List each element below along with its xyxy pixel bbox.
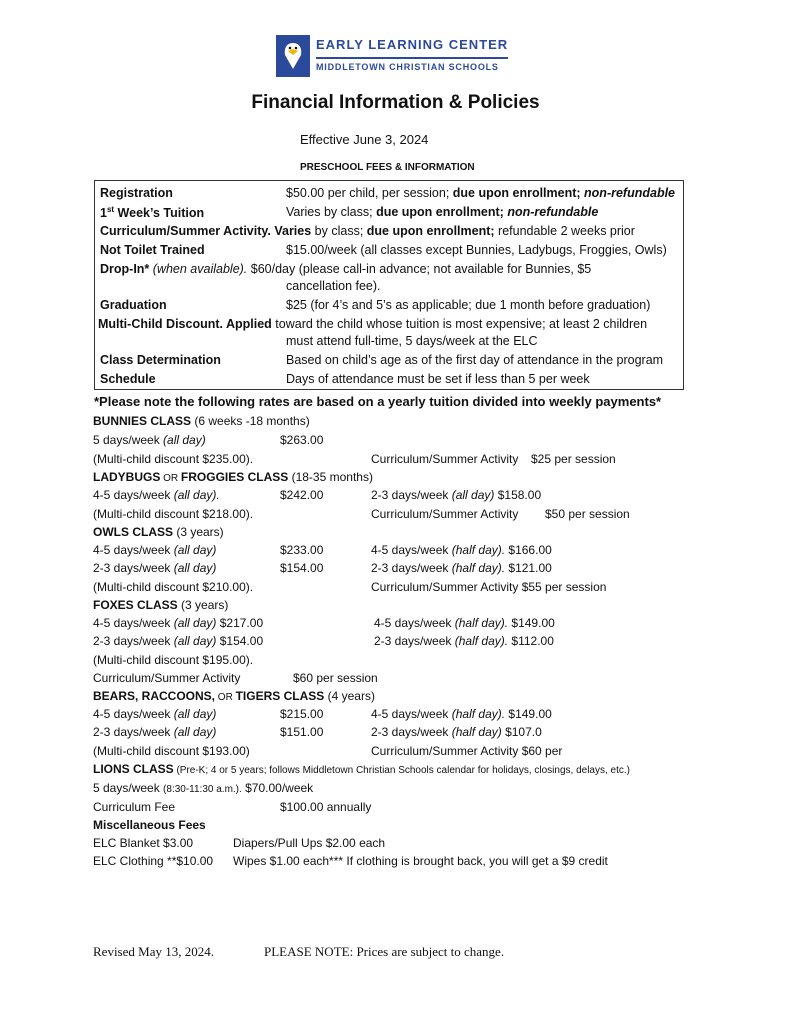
fee-label-first-week: 1st Week’s Tuition: [100, 205, 205, 221]
curriculum-line: Curriculum Fee: [93, 800, 176, 814]
logo-divider: [316, 57, 508, 59]
misc-item: ELC Clothing **$10.00: [93, 854, 214, 868]
fee-label-schedule: Schedule: [100, 372, 156, 386]
fee-row-curriculum: Curriculum/Summer Activity. Varies by class; due upon enrollment; refundable 2 weeks prior: [100, 224, 635, 238]
rate-line: 4-5 days/week (all day) $217.00: [93, 616, 264, 630]
rate-line: 4-5 days/week (all day): [93, 543, 217, 557]
discount-line: (Multi-child discount $195.00).: [93, 653, 254, 667]
rate-value: $215.00: [280, 707, 324, 721]
class-heading-lions: LIONS CLASS (Pre-K; 4 or 5 years; follows Middletown Christian Schools calendar for holidays, closings, delays, etc.): [93, 762, 630, 776]
rate-line: 4-5 days/week (half day). $166.00: [371, 543, 552, 557]
discount-line: (Multi-child discount $218.00).: [93, 507, 254, 521]
logo-line2: MIDDLETOWN CHRISTIAN SCHOOLS: [316, 62, 499, 72]
class-heading-bears: BEARS, RACCOONS, OR TIGERS CLASS (4 years): [93, 689, 375, 703]
fee-text-first-week: Varies by class; due upon enrollment; non-refundable: [286, 205, 599, 219]
rate-line: 2-3 days/week (all day) $158.00: [371, 488, 542, 502]
rate-line: 2-3 days/week (half day). $112.00: [374, 634, 554, 648]
eagle-shield-icon: [276, 35, 310, 77]
fee-row-dropin: Drop-In* (when available). $60/day (please call-in advance; not available for Bunnies, $5: [100, 262, 592, 276]
curriculum-value: $25 per session: [531, 452, 616, 466]
rate-line: 4-5 days/week (all day).: [93, 488, 220, 502]
logo-line1: EARLY LEARNING CENTER: [316, 37, 509, 52]
rate-value: $242.00: [280, 488, 324, 502]
fee-text-dropin-cont: cancellation fee).: [286, 279, 381, 293]
discount-line: (Multi-child discount $235.00).: [93, 452, 254, 466]
curriculum-value: $100.00 annually: [280, 800, 372, 814]
curriculum-value: $60 per session: [293, 671, 378, 685]
discount-line: (Multi-child discount $210.00).: [93, 580, 254, 594]
rate-line: 4-5 days/week (half day). $149.00: [371, 707, 552, 721]
misc-item: Diapers/Pull Ups $2.00 each: [233, 836, 386, 850]
fee-text-registration: $50.00 per child, per session; due upon enrollment; non-refundable: [286, 186, 675, 200]
page-title: Financial Information & Policies: [251, 92, 540, 113]
rate-value: $233.00: [280, 543, 324, 557]
rate-line: 2-3 days/week (all day): [93, 561, 217, 575]
footer-revised: Revised May 13, 2024.: [93, 944, 214, 959]
fee-text-schedule: Days of attendance must be set if less than 5 per week: [286, 372, 590, 386]
fee-label-toilet: Not Toilet Trained: [100, 243, 205, 257]
class-heading-owls: OWLS CLASS (3 years): [93, 525, 224, 539]
fee-label-graduation: Graduation: [100, 298, 167, 312]
misc-item: ELC Blanket $3.00: [93, 836, 194, 850]
fee-label-registration: Registration: [100, 186, 173, 200]
rate-line: 2-3 days/week (half day). $121.00: [371, 561, 552, 575]
rate-line: 2-3 days/week (all day) $154.00: [93, 634, 264, 648]
elc-logo: [276, 35, 508, 77]
fee-text-graduation: $25 (for 4’s and 5’s as applicable; due 1 month before graduation): [286, 298, 651, 312]
rate-value: $151.00: [280, 725, 324, 739]
fee-label-class-determination: Class Determination: [100, 353, 221, 367]
class-heading-ladybugs: LADYBUGS OR FROGGIES CLASS (18-35 months): [93, 470, 373, 484]
curriculum-line: Curriculum/Summer Activity $55 per session: [371, 580, 607, 594]
discount-line: (Multi-child discount $193.00): [93, 744, 250, 758]
curriculum-value: $50 per session: [545, 507, 630, 521]
misc-heading: Miscellaneous Fees: [93, 818, 206, 832]
rate-line: 2-3 days/week (all day): [93, 725, 217, 739]
rate-line: 4-5 days/week (all day): [93, 707, 217, 721]
rate-line: 2-3 days/week (half day) $107.0: [371, 725, 542, 739]
fee-text-toilet: $15.00/week (all classes except Bunnies, Ladybugs, Froggies, Owls): [286, 243, 667, 257]
class-heading-bunnies: BUNNIES CLASS (6 weeks -18 months): [93, 414, 310, 428]
rate-value: $263.00: [280, 433, 324, 447]
rate-line: 5 days/week (all day): [93, 433, 206, 447]
fee-text-multichild-cont: must attend full-time, 5 days/week at the ELC: [286, 334, 538, 348]
fee-text-class-determination: Based on child’s age as of the first day of attendance in the program: [286, 353, 664, 367]
curriculum-line: Curriculum/Summer Activity: [93, 671, 241, 685]
misc-item: Wipes $1.00 each*** If clothing is brought back, you will get a $9 credit: [233, 854, 608, 868]
section-heading: PRESCHOOL FEES & INFORMATION: [300, 162, 475, 173]
rate-value: $154.00: [280, 561, 324, 575]
fee-row-multichild: Multi-Child Discount. Applied toward the child whose tuition is most expensive; at least 2 children: [98, 317, 648, 331]
curriculum-line: Curriculum/Summer Activity: [371, 507, 519, 521]
rates-note: *Please note the following rates are based on a yearly tuition divided into weekly payments*: [94, 394, 662, 409]
effective-date: Effective June 3, 2024: [300, 132, 429, 147]
rate-line: 4-5 days/week (half day). $149.00: [374, 616, 555, 630]
footer-note: PLEASE NOTE: Prices are subject to change.: [264, 944, 505, 959]
curriculum-line: Curriculum/Summer Activity $60 per: [371, 744, 563, 758]
curriculum-line: Curriculum/Summer Activity: [371, 452, 519, 466]
rate-line: 5 days/week (8:30-11:30 a.m.). $70.00/week: [93, 781, 314, 795]
class-heading-foxes: FOXES CLASS (3 years): [93, 598, 229, 612]
